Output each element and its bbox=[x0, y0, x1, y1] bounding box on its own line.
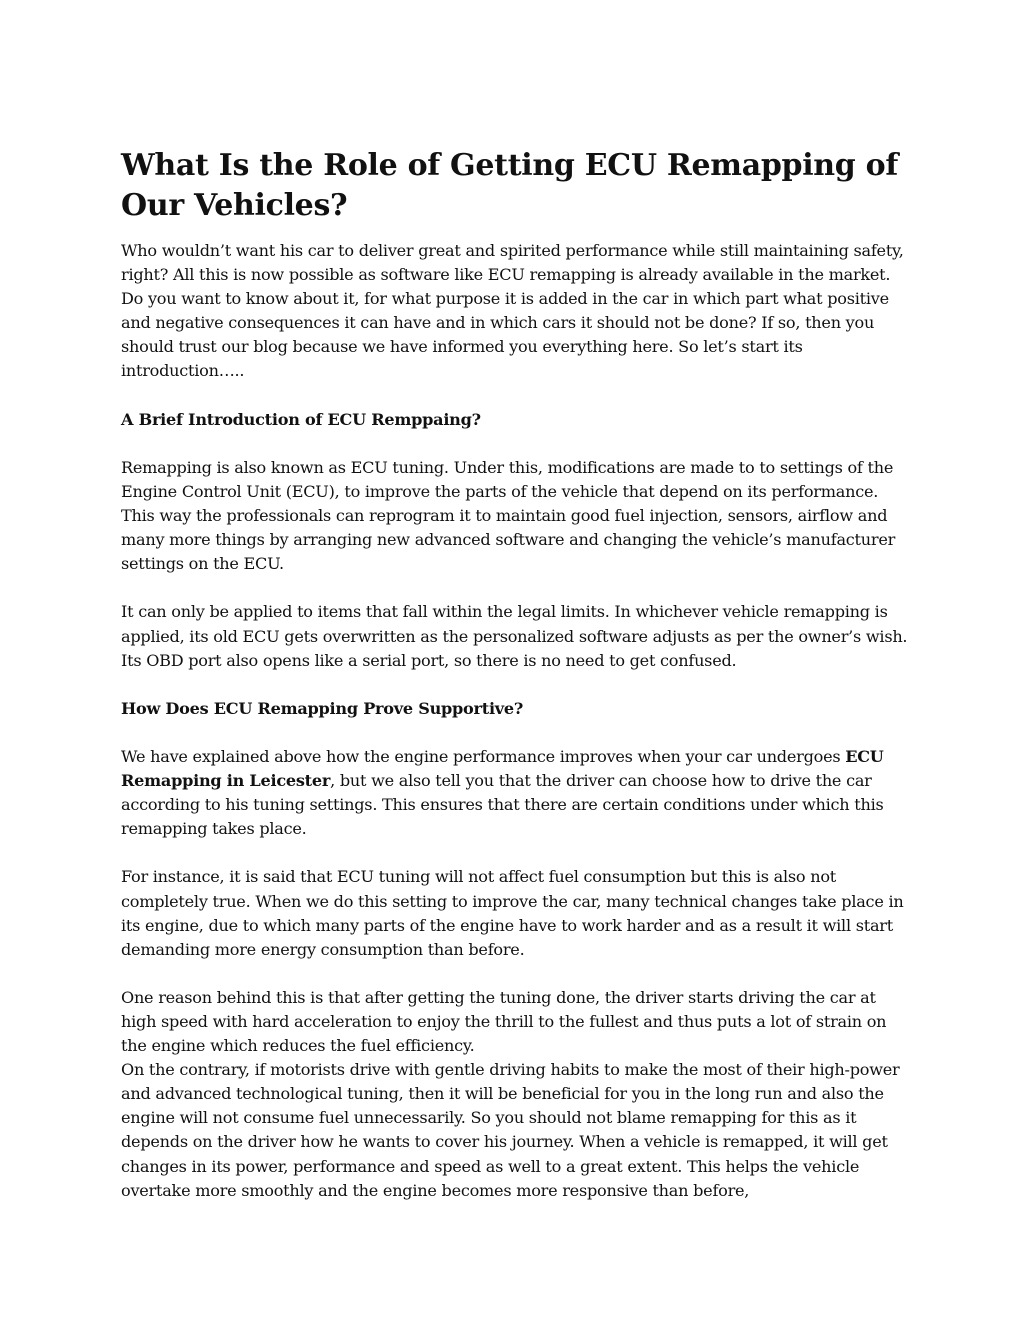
bold-keyword: ECU Remapping in Leicester bbox=[121, 746, 884, 791]
document-page bbox=[121, 146, 911, 1203]
page-title: What Is the Role of Getting ECU Remapping of Our Vehicles? bbox=[121, 148, 898, 223]
paragraph-text: , but we also tell you that the driver can choose how to drive the car according to his tuning settings. This ensures that there are certain conditions under which this remapping takes place. bbox=[121, 771, 884, 839]
paragraph-driving-speed: One reason behind this is that after getting the tuning done, the driver starts driving the car at high speed with hard acceleration to enjoy the thrill to the fullest and thus puts a lot of strain on the engine which reduces the fuel efficiency. bbox=[121, 987, 887, 1056]
spacer bbox=[121, 384, 911, 408]
paragraph-text: We have explained above how the engine performance improves when your car undergoes bbox=[121, 746, 846, 766]
paragraph-legal-limits: It can only be applied to items that fall within the legal limits. In whichever vehicle remapping is applied, its old ECU gets overwritten as the personalized software adjusts as per the owner’s wish. Its OBD port also opens like a serial port, so there is no need to get confused. bbox=[121, 602, 908, 670]
spacer bbox=[121, 576, 911, 600]
section-heading-introduction: A Brief Introduction of ECU Remppaing? bbox=[121, 409, 481, 429]
spacer bbox=[121, 432, 911, 456]
intro-paragraph: Who wouldn’t want his car to deliver great and spirited performance while still maintaining safety, right? All this is now possible as software like ECU remapping is already available in the market. Do you want to know about it, for what purpose it is added in the car in which part what positive and negative consequences it can have and in which cars it should not be done? If so, then you should trust our blog because we have informed you everything here. So let’s start its introduction….. bbox=[121, 241, 904, 381]
paragraph-engine-performance bbox=[121, 745, 911, 841]
section-heading-supportive: How Does ECU Remapping Prove Supportive? bbox=[121, 698, 524, 718]
spacer bbox=[121, 962, 911, 986]
spacer bbox=[121, 721, 911, 745]
paragraph-gentle-driving: On the contrary, if motorists drive with gentle driving habits to make the most of their high-power and advanced technological tuning, then it will be beneficial for you in the long run and also the engine will not consume fuel unnecessarily. So you should not blame remapping for this as it depends on the driver how he wants to cover his journey. When a vehicle is remapped, it will get changes in its power, performance and speed as well to a great extent. This helps the vehicle overtake more smoothly and the engine becomes more responsive than before, bbox=[121, 1060, 900, 1200]
spacer bbox=[121, 673, 911, 697]
paragraph-fuel-consumption: For instance, it is said that ECU tuning will not affect fuel consumption but this is also not completely true. When we do this setting to improve the car, many technical changes take place in its engine, due to which many parts of the engine have to work harder and as a result it will start demanding more energy consumption than before. bbox=[121, 867, 904, 959]
spacer bbox=[121, 841, 911, 865]
paragraph-remapping-definition: Remapping is also known as ECU tuning. Under this, modifications are made to to settings of the Engine Control Unit (ECU), to improve the parts of the vehicle that depend on its performance. This way the professionals can reprogram it to maintain good fuel injection, sensors, airflow and many more things by arranging new advanced software and changing the vehicle’s manufacturer settings on the ECU. bbox=[121, 457, 896, 574]
